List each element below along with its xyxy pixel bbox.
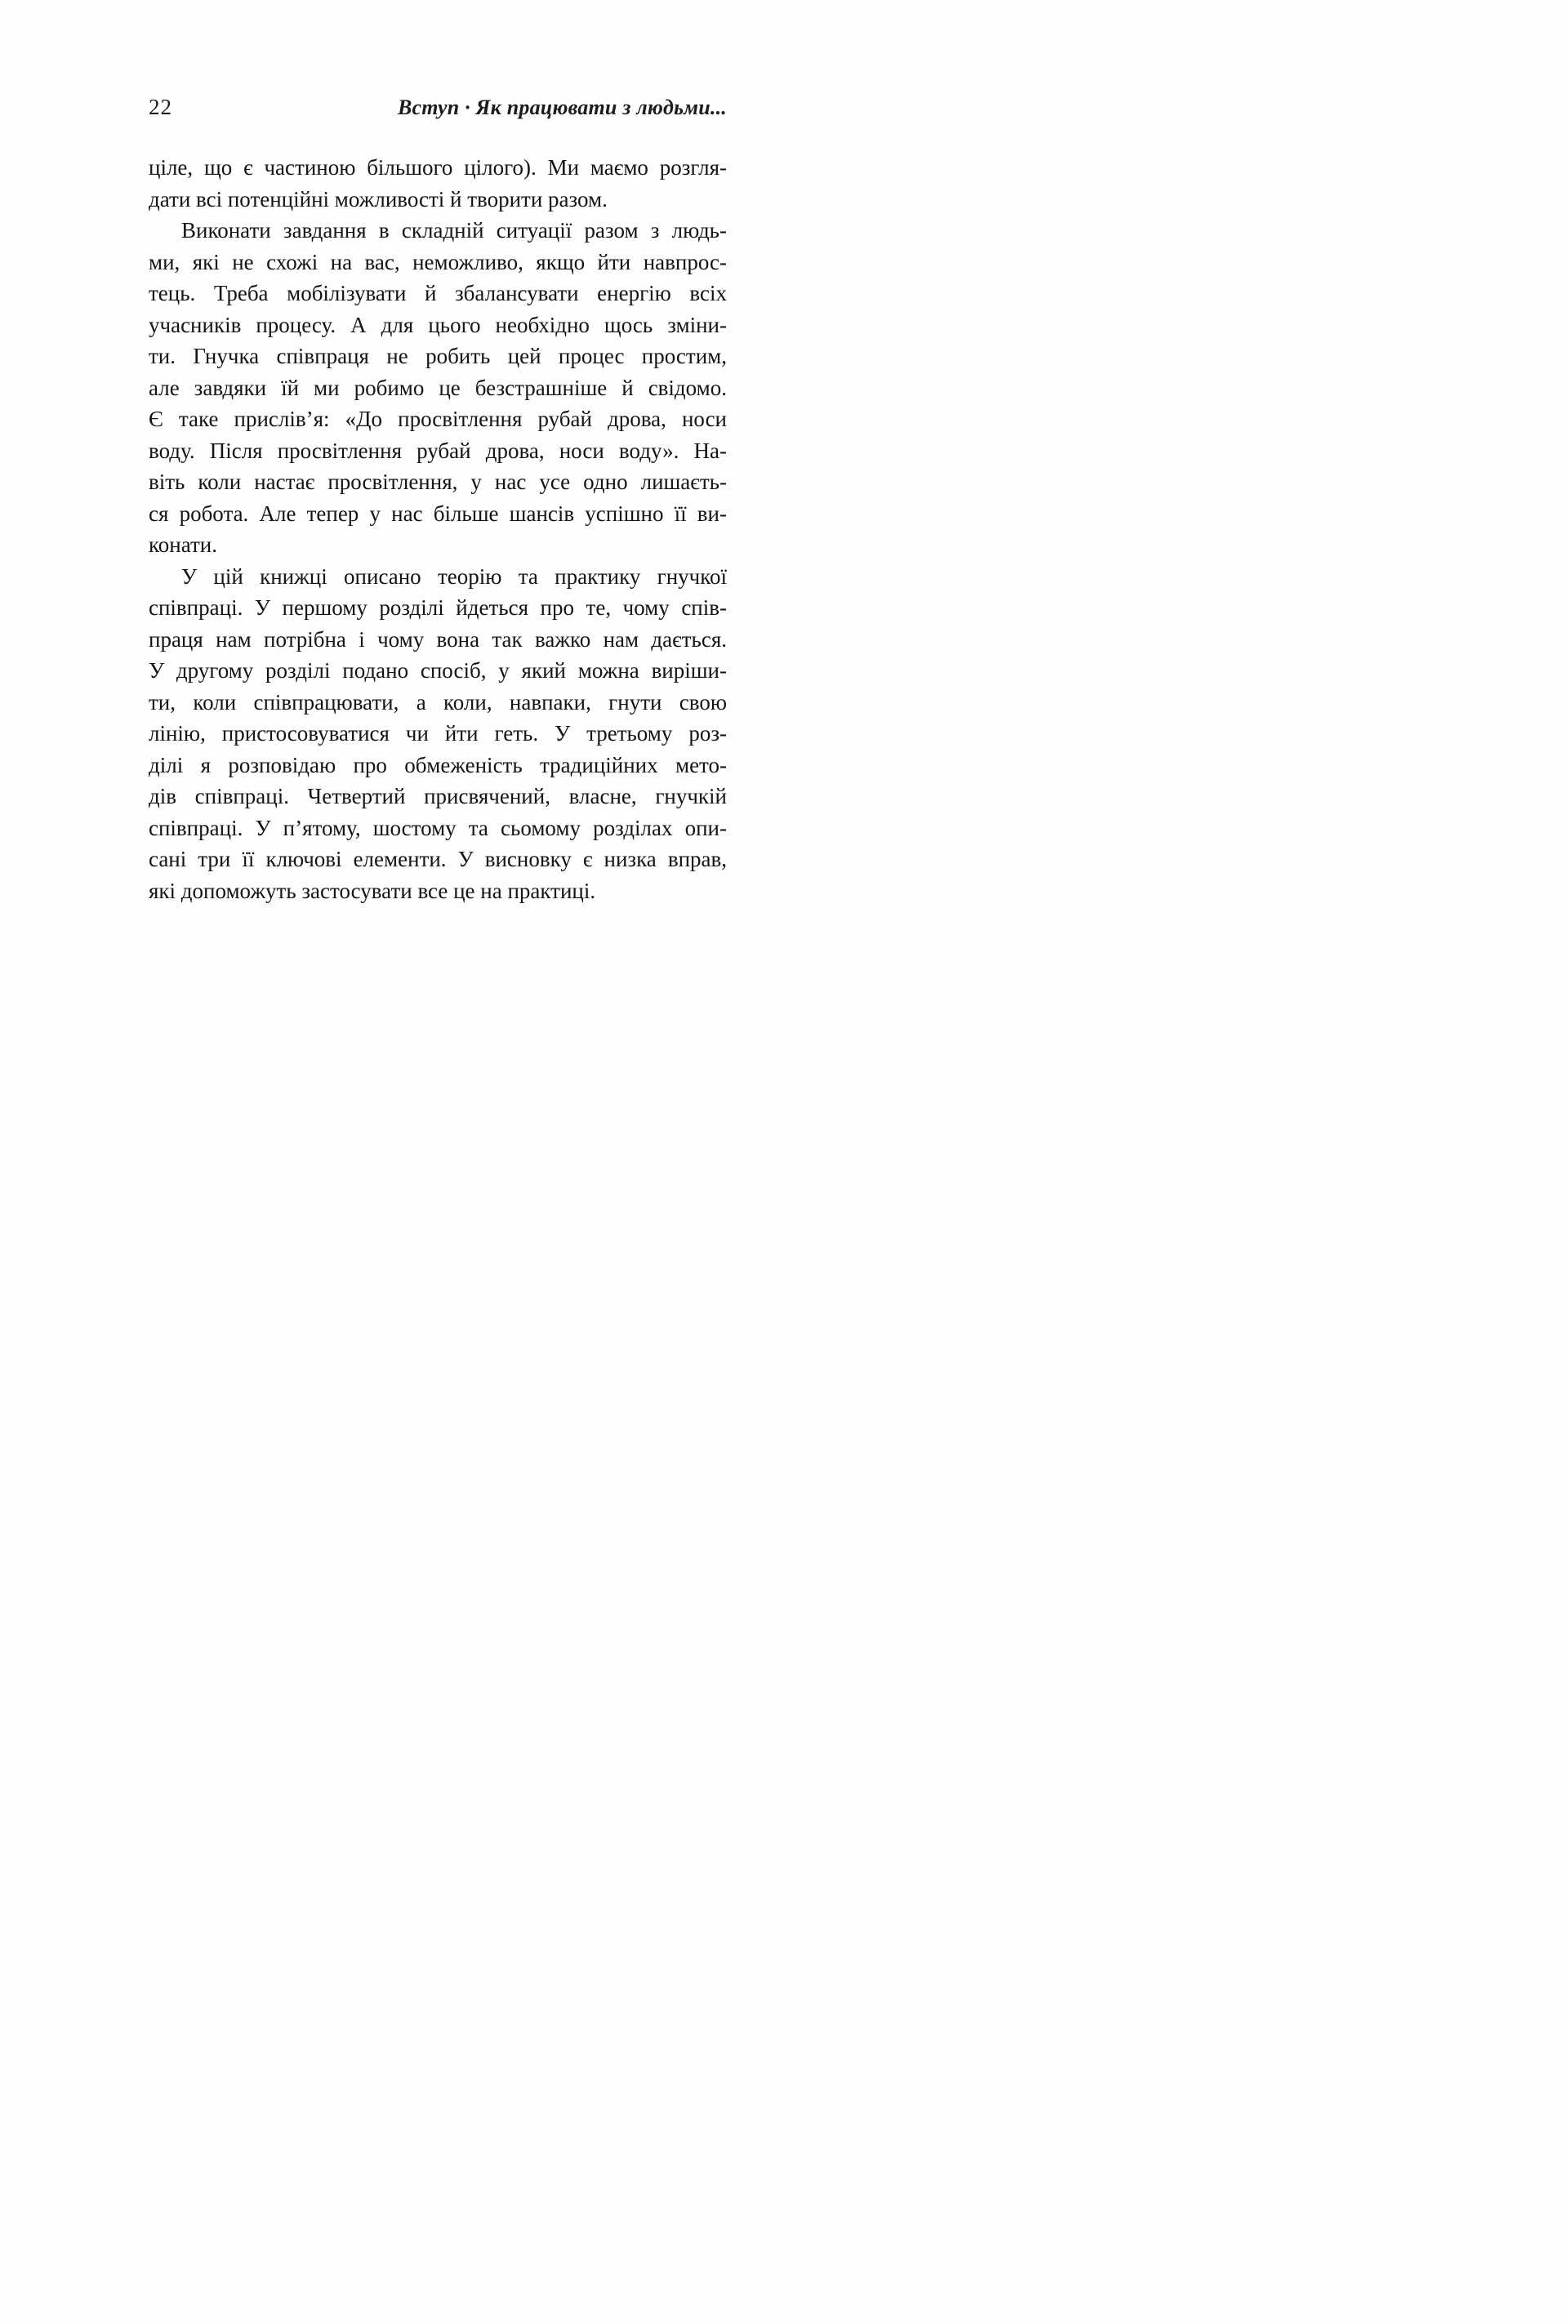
text-line: які допоможуть застосувати все це на практиці.	[149, 878, 596, 903]
text-line: ціле, що є частиною більшого цілого). Ми маємо розгля-	[149, 155, 727, 180]
text-line: віть коли настає просвітлення, у нас усе одно лишаєть-	[149, 470, 727, 494]
text-line: лінію, пристосовуватися чи йти геть. У третьому роз-	[149, 721, 727, 746]
text-line: ми, які не схожі на вас, неможливо, якщо йти навпрос-	[149, 249, 727, 274]
page-header	[149, 95, 727, 120]
text-line: ся робота. Але тепер у нас більше шансів успішно її ви-	[149, 501, 727, 526]
text-line: воду. Після просвітлення рубай дрова, носи воду». На-	[149, 438, 727, 463]
text-line: співпраці. У п’ятому, шостому та сьомому розділах опи-	[149, 815, 727, 840]
text-line: але завдяки їй ми робимо це безстрашніше й свідомо.	[149, 375, 727, 400]
text-line: ти, коли співпрацювати, а коли, навпаки, гнути свою	[149, 689, 727, 715]
text-line: учасників процесу. А для цього необхідно щось зміни-	[149, 312, 727, 337]
running-head: Вступ · Як працювати з людьми...	[398, 96, 727, 119]
page-number: 22	[149, 95, 172, 119]
text-line: дати всі потенційні можливості й творити разом.	[149, 186, 608, 211]
text-line: Є таке прислів’я: «До просвітлення рубай дрова, носи	[149, 407, 727, 431]
text-line: ти. Гнучка співпраця не робить цей процес простим,	[149, 344, 727, 368]
text-line: співпраці. У першому розділі йдеться про те, чому спів-	[149, 595, 727, 620]
text-line: тець. Треба мобілізувати й збалансувати енергію всіх	[149, 281, 727, 305]
text-line: праця нам потрібна і чому вона так важко нам дається.	[149, 626, 727, 652]
text-line: ділі я розповідаю про обмеженість традиційних мето-	[149, 752, 727, 777]
text-line: У другому розділі подано спосіб, у який можна виріши-	[149, 658, 727, 683]
text-block	[149, 152, 727, 906]
text-line: Виконати завдання в складній ситуації разом з людь-	[181, 218, 727, 243]
text-line: дів співпраці. Четвертий присвячений, власне, гнучкій	[149, 784, 727, 808]
text-line: У цій книжці описано теорію та практику гнучкої	[181, 563, 727, 589]
text-line: сані три її ключові елементи. У висновку є низка вправ,	[149, 847, 727, 871]
text-line: конати.	[149, 532, 217, 557]
